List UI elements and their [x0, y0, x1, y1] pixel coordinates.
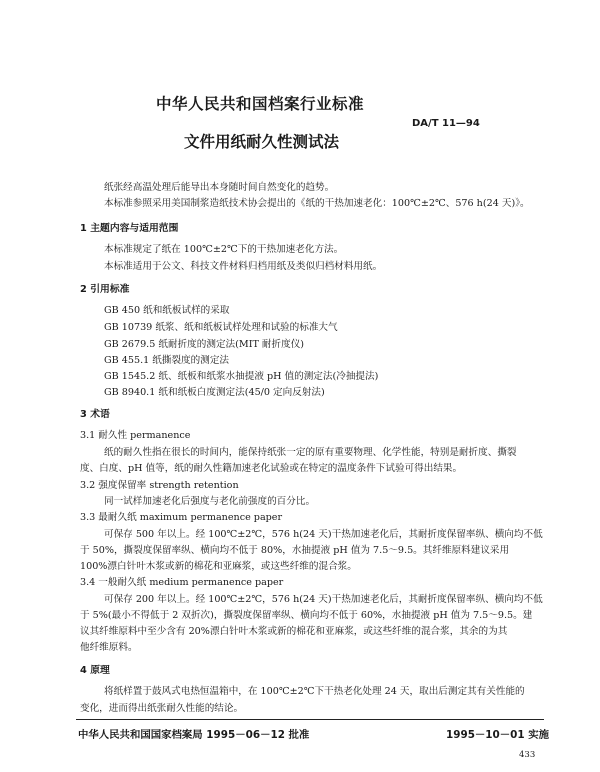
reference-item: GB 8940.1 纸和纸板白度测定法(45/0 定向反射法) — [104, 387, 325, 398]
approval-date: 中华人民共和国国家档案局 1995－06－12 批准 — [78, 729, 310, 741]
reference-item: GB 2679.5 纸耐折度的测定法(MIT 耐折度仪) — [104, 339, 305, 350]
section-1-line-1: 本标准规定了纸在 100℃±2℃下的干热加速老化方法。 — [104, 244, 344, 255]
section-4-line-1: 将纸样置于鼓风式电热恒温箱中，在 100℃±2℃下干热老化处理 24 天，取出后测定其有关性能的 — [104, 686, 525, 697]
term-3-1-line-1: 纸的耐久性指在很长的时间内，能保持纸张一定的原有重要物理、化学性能，特别是耐折度、撕裂 — [104, 447, 517, 458]
term-3-3-line-1: 可保存 500 年以上。经 100℃±2℃，576 h(24 天)干热加速老化后，其耐折度保留率纵、横向均不低 — [104, 529, 543, 540]
reference-item: GB 10739 纸浆、纸和纸板试样处理和试验的标准大气 — [104, 322, 338, 333]
standard-code: DA/T 11—94 — [412, 118, 480, 129]
term-3-1-line-2: 度、白度、pH 值等，纸的耐久性籍加速老化试验或在特定的温度条件下试验可得出结果。 — [80, 463, 463, 474]
term-3-2-line-1: 同一试样加速老化后强度与老化前强度的百分比。 — [104, 496, 316, 507]
term-3-2-heading: 3.2 强度保留率 strength retention — [80, 480, 239, 491]
term-3-3-line-3: 100%漂白针叶木浆或新的棉花和亚麻浆，或这些纤维的混合浆。 — [80, 561, 357, 572]
effective-date: 1995－10－01 实施 — [446, 729, 550, 741]
section-4-heading: 4 原理 — [80, 665, 110, 676]
section-2-heading: 2 引用标准 — [80, 284, 130, 295]
term-3-3-line-2: 于 50%，撕裂度保留率纵、横向均不低于 80%，水抽提液 pH 值为 7.5～9.5。其纤维原料建议采用 — [80, 545, 510, 556]
section-1-heading: 1 主题内容与适用范围 — [80, 223, 179, 234]
term-3-1-heading: 3.1 耐久性 permanence — [80, 430, 191, 441]
section-4-line-2: 变化，进而得出纸张耐久性能的结论。 — [80, 703, 244, 714]
footer-rule — [76, 719, 544, 720]
term-3-4-line-1: 可保存 200 年以上。经 100℃±2℃，576 h(24 天)干热加速老化后，其耐折度保留率纵、横向均不低 — [104, 594, 543, 605]
term-3-4-line-3: 议其纤维原料中至少含有 20%漂白针叶木浆或新的棉花和亚麻浆，或这些纤维的混合浆，其余的为其 — [80, 626, 508, 637]
reference-item: GB 450 纸和纸板试样的采取 — [104, 305, 230, 316]
page-number: 433 — [519, 750, 536, 760]
reference-item: GB 1545.2 纸、纸板和纸浆水抽提液 pH 值的测定法(冷抽提法) — [104, 371, 379, 382]
term-3-3-heading: 3.3 最耐久纸 maximum permanence paper — [80, 512, 283, 523]
intro-line-2: 本标准参照采用美国制浆造纸技术协会提出的《纸的干热加速老化：100℃±2℃、576 h(24 天)》。 — [104, 198, 530, 209]
document-title: 文件用纸耐久性测试法 — [184, 133, 340, 151]
term-3-4-heading: 3.4 一般耐久纸 medium permanence paper — [80, 577, 284, 588]
term-3-4-line-2: 于 5%(最小不得低于 2 双折次)，撕裂度保留率纵、横向均不低于 60%，水抽提液 pH 值为 7.5～9.5。建 — [80, 610, 533, 621]
section-3-heading: 3 术语 — [80, 409, 110, 420]
term-3-4-line-4: 他纤维原料。 — [80, 642, 138, 653]
intro-line-1: 纸张经高温处理后能导出本身随时间自然变化的趋势。 — [104, 182, 335, 193]
standard-org-title: 中华人民共和国档案行业标准 — [156, 95, 365, 113]
reference-item: GB 455.1 纸撕裂度的测定法 — [104, 355, 230, 366]
section-1-line-2: 本标准适用于公文、科技文件材料归档用纸及类似归档材料用纸。 — [104, 261, 383, 272]
